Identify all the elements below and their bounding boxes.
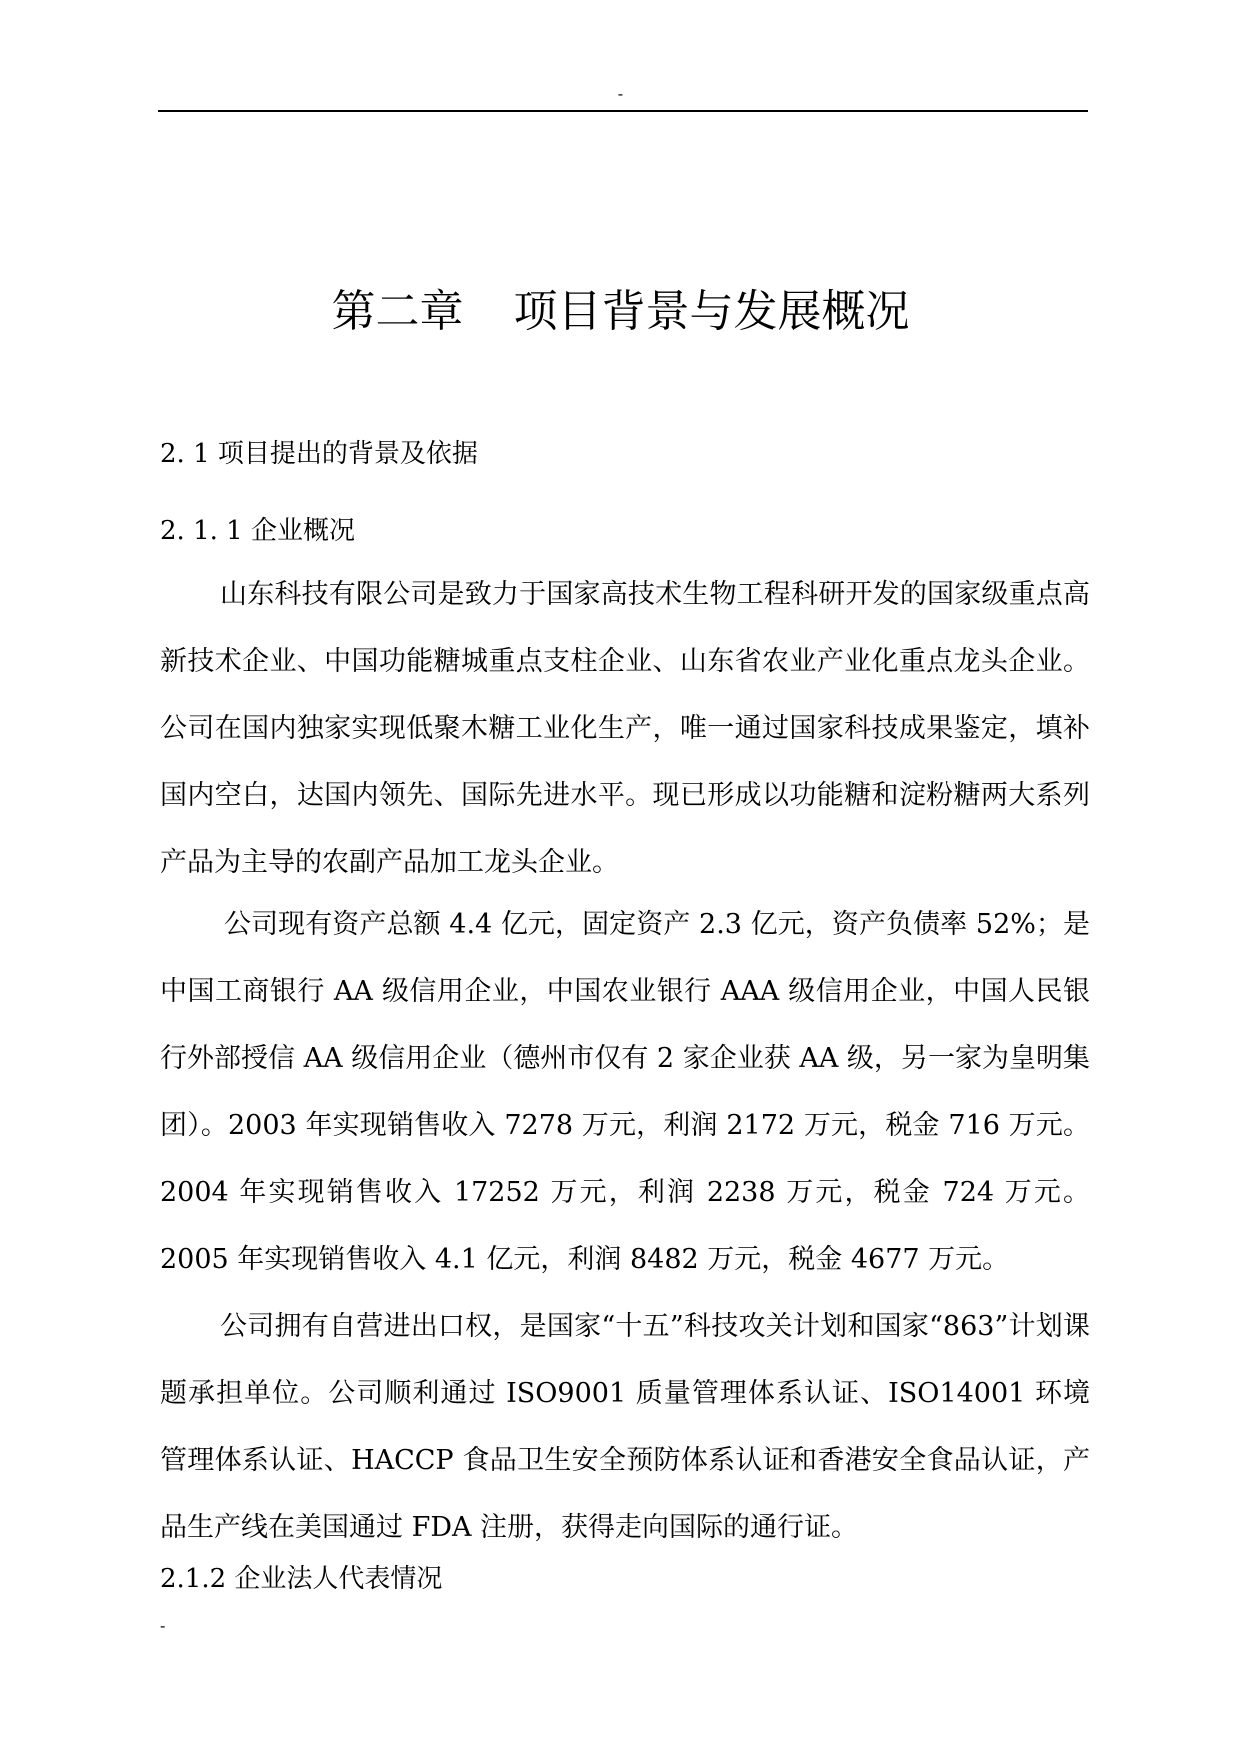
section-number: 2. 1 <box>160 439 210 469</box>
chapter-title <box>0 282 1241 342</box>
subsection-heading-2-1-2: 2.1.2 企业法人代表情况 <box>160 1564 443 1594</box>
paragraph-company-overview: 山东科技有限公司是致力于国家高技术生物工程科研开发的国家级重点高新技术企业、中国功能糖城重点支柱企业、山东省农业产业化重点龙头企业。公司在国内独家实现低聚木糖工业化生产，唯一通过国家科技成果鉴定，填补国内空白，达国内领先、国际先进水平。现已形成以功能糖和淀粉糖两大系列产品为主导的农副产品加工龙头企业。 <box>160 579 1090 878</box>
section-heading-2-1 <box>160 434 478 474</box>
paragraph-certifications: 公司拥有自营进出口权，是国家“十五”科技攻关计划和国家“863”计划课题承担单位。公司顺利通过 ISO9001 质量管理体系认证、ISO14001 环境管理体系认证、HACCP 食品卫生安全预防体系认证和香港安全食品认证，产品生产线在美国通过 FDA 注册，获得走向国际的通行证。 <box>160 1311 1090 1543</box>
chapter-name: 项目背景与发展概况 <box>513 286 910 337</box>
chapter-number: 第二章 <box>331 286 464 337</box>
page-footer-mark: - <box>160 1616 166 1635</box>
subsection-heading-2-1-1: 2. 1. 1 企业概况 <box>160 516 355 546</box>
header-rule <box>158 110 1088 112</box>
paragraph-financials: 公司现有资产总额 4.4 亿元，固定资产 2.3 亿元，资产负债率 52%；是中国工商银行 AA 级信用企业，中国农业银行 AAA 级信用企业，中国人民银行外部授信 AA 级信用企业（德州市仅有 2 家企业获 AA 级，另一家为皇明集团）。2003 年实现销售收入 7278 万元，利润 2172 万元，税金 716 万元。2004 年实现销售收入 17252 万元，利润 2238 万元，税金 724 万元。2005 年实现销售收入 4.1 亿元，利润 8482 万元，税金 4677 万元。 <box>160 909 1090 1275</box>
page-header-mark: - <box>617 84 624 103</box>
section-title: 项目提出的背景及依据 <box>217 439 478 469</box>
